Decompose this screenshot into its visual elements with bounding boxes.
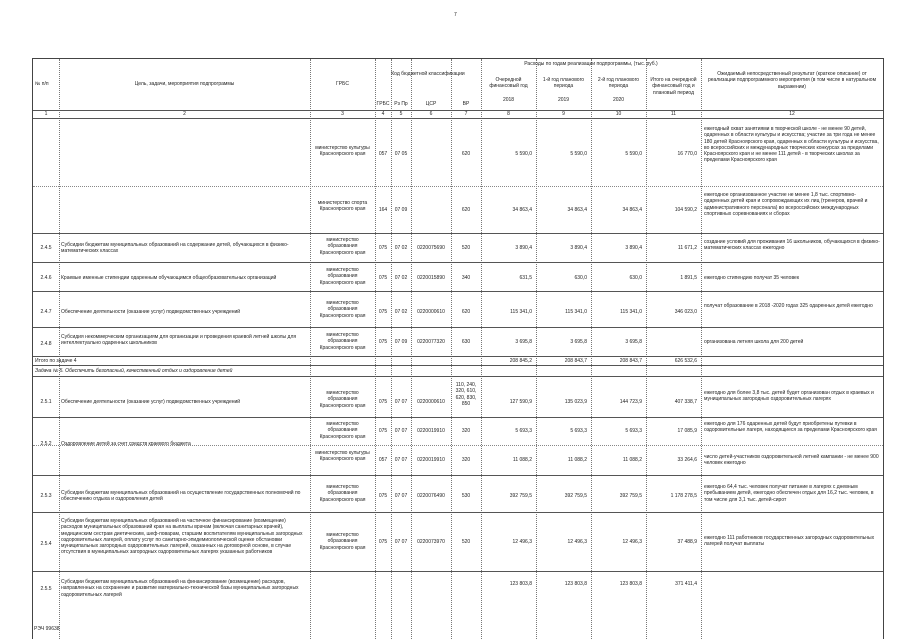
row-divider <box>33 186 883 187</box>
row-y2: 34 863,4 <box>567 207 587 213</box>
row-y1: 11 088,2 <box>512 457 532 463</box>
year1-value: 2018 <box>502 97 515 103</box>
row-grbs: министерство образования Красноярского края <box>319 237 366 256</box>
row-grbs: министерство культуры Красноярского края <box>315 145 370 158</box>
year3-header: 2-й год планового периода <box>597 77 640 90</box>
task-title: Задача № 5. Обеспечить безопасный, качественный отдых и оздоровление детей <box>35 368 233 374</box>
row-result: ежегодно для 176 одаренных детей будут приобретены путевки в оздоровительные лагеря, находящиеся за пределами Красноярского края <box>704 421 877 434</box>
kbk-csr-header: ЦСР <box>425 101 437 107</box>
row-grbs: министерство спорта Красноярского края <box>317 200 368 213</box>
row-y3: 5 590,0 <box>625 151 642 157</box>
row-rzpr: 07 07 <box>394 399 408 405</box>
row-name: Обеспечение деятельности (оказание услуг) подведомственных учреждений <box>61 309 241 315</box>
row-total: 16 770,0 <box>677 151 697 157</box>
row-csr: 0220075690 <box>417 245 445 251</box>
row-number: 2.5.2 <box>40 441 52 447</box>
row-y1: 12 496,3 <box>512 539 532 545</box>
row-csr: 0220073970 <box>417 539 445 545</box>
row-rzpr: 07 09 <box>394 339 408 345</box>
row-code: 075 <box>378 539 388 545</box>
row-y1: 631,5 <box>519 275 532 281</box>
row-y1: 127 590,9 <box>509 399 532 405</box>
row-rzpr: 07 02 <box>394 245 408 251</box>
row-y2: 3 890,4 <box>570 245 587 251</box>
row-grbs: министерство образования Красноярского края <box>319 484 366 503</box>
row-csr: 0220019910 <box>417 428 445 434</box>
row-code: 075 <box>378 399 388 405</box>
row-y2: 392 759,5 <box>564 493 587 499</box>
row-csr: 0220015890 <box>417 275 445 281</box>
row-vr: 520 <box>461 245 471 251</box>
row-divider <box>33 475 883 476</box>
row-number: 2.4.5 <box>40 245 52 251</box>
row-divider <box>33 291 883 292</box>
row-csr: 0220019910 <box>417 457 445 463</box>
row-rzpr: 07 07 <box>394 493 408 499</box>
kbk-grbs-header: ГРБС <box>376 101 390 107</box>
row-rzpr: 07 07 <box>394 539 408 545</box>
grid-line <box>411 59 412 639</box>
col-number: 10 <box>615 111 622 117</box>
row-grbs: министерство образования Красноярского края <box>319 300 366 319</box>
row-y2: 11 088,2 <box>567 457 587 463</box>
row-code: 075 <box>378 275 388 281</box>
grid-line <box>451 59 452 639</box>
row-name: Субсидии бюджетам муниципальных образований на финансирование (возмещение) расходов, направленных на сохранение и развитие материально-технической базы муниципальных загородных оздоровительных лагерей <box>61 579 299 598</box>
row-total: 17 085,9 <box>677 428 697 434</box>
row-code: 075 <box>378 339 388 345</box>
row-y1: 5 590,0 <box>515 151 532 157</box>
row-number: 2.5.3 <box>40 493 52 499</box>
col-number: 6 <box>429 111 433 117</box>
page-number: 7 <box>454 12 457 18</box>
row-grbs: министерство образования Красноярского края <box>319 332 366 351</box>
goal-header: Цель, задачи, мероприятия подпрограммы <box>134 81 235 87</box>
row-grbs: министерство образования Красноярского края <box>319 532 366 551</box>
row-grbs: министерство образования Красноярского края <box>319 421 366 440</box>
row-y2: 12 496,3 <box>567 539 587 545</box>
row-vr: 110, 240, 320, 610, 620, 830, 850 <box>455 382 477 407</box>
row-y2: 3 695,8 <box>570 339 587 345</box>
row-total: 104 590,2 <box>674 207 697 213</box>
row-result: создание условий для проживания 16 школьников, обучающихся в физико-математических классах ежегодно <box>704 239 880 252</box>
row-rzpr: 07 02 <box>394 275 408 281</box>
row-number: 2.4.7 <box>40 309 52 315</box>
grid-line <box>391 59 392 639</box>
row-code: 075 <box>378 309 388 315</box>
grid-line <box>481 59 482 639</box>
row-csr: 0220076490 <box>417 493 445 499</box>
col-number: 7 <box>464 111 468 117</box>
grid-line <box>310 59 311 639</box>
footer-code: РЭЧ 99638 <box>34 626 60 632</box>
year3-value: 2020 <box>612 97 625 103</box>
row-divider <box>33 365 883 366</box>
row-name: Субсидии бюджетам муниципальных образований на содержание детей, обучающихся в физико-математических классах <box>61 242 289 255</box>
col-number: 11 <box>670 111 677 117</box>
year2-header: 1-й год планового периода <box>542 77 585 90</box>
row-vr: 520 <box>461 539 471 545</box>
row-y3: 5 693,3 <box>625 428 642 434</box>
col-number: 1 <box>44 111 48 117</box>
row-y1: 34 863,4 <box>512 207 532 213</box>
row-result: организована летняя школа для 200 детей <box>704 339 804 345</box>
grbs-header: ГРБС <box>336 81 349 87</box>
row-divider <box>33 512 883 513</box>
row-total: 37 488,9 <box>677 539 697 545</box>
row-grbs: министерство образования Красноярского края <box>319 390 366 409</box>
row-total: 371 411,4 <box>675 581 697 587</box>
row-grbs: министерство образования Красноярского края <box>319 267 366 286</box>
row-vr: 320 <box>461 457 471 463</box>
row-name: Субсидия некоммерческим организациям для организации и проведения краевой летней школы для интеллектуально одаренных школьников <box>61 334 297 347</box>
row-name: Оздоровление детей за счет средств краевого бюджета <box>61 441 191 447</box>
row-rzpr: 07 07 <box>394 428 408 434</box>
row-vr: 620 <box>461 207 471 213</box>
row-total: 11 671,2 <box>677 245 697 251</box>
year2-value: 2019 <box>557 97 570 103</box>
col-number: 4 <box>381 111 385 117</box>
row-y2: 5 590,0 <box>570 151 587 157</box>
row-csr: 0220000610 <box>417 309 445 315</box>
row-vr: 320 <box>461 428 471 434</box>
row-total: 33 264,6 <box>677 457 697 463</box>
row-y2: 5 693,3 <box>570 428 587 434</box>
row-y3: 3 890,4 <box>625 245 642 251</box>
row-divider <box>33 417 883 418</box>
grid-line <box>591 59 592 639</box>
row-code: 057 <box>378 151 388 157</box>
row-total: 1 891,5 <box>680 275 697 281</box>
row-divider <box>33 356 883 357</box>
num-header: № п/п <box>35 81 49 87</box>
expenses-title: Расходы по годам реализации подпрограммы, (тыс. руб.) <box>524 61 658 67</box>
col-number: 2 <box>183 111 186 117</box>
row-y3: 115 341,0 <box>620 309 642 315</box>
row-y3: 12 496,3 <box>622 539 642 545</box>
grid-line <box>375 59 376 639</box>
col-number: 8 <box>507 111 510 117</box>
row-csr: 0220077320 <box>417 339 445 345</box>
result-header: Ожидаемый непосредственный результат (краткое описание) от реализации подпрограммного мероприятия (в том числе в натуральном выражении) <box>707 71 877 90</box>
row-y1: 5 693,3 <box>515 428 532 434</box>
row-rzpr: 07 05 <box>394 151 408 157</box>
row-y2: 135 023,9 <box>564 399 587 405</box>
row-name: Субсидии бюджетам муниципальных образований на частичное финансирование (возмещение) расходов муниципальных образований края на выплаты врачам (включая санитарных врачей), медицинским сестрам диетическим, шеф-поварам, старшим воспитателям муниципальных загородных оздоровительных лагерей, оплату услуг по санитарно-эпидемиологической оценке обстановки муниципальных загородных оздоровительных лагерей, оказанных на договорной основе, в случае отсутствия в муниципальных загородных оздоровительных лагерях указанных работников <box>61 518 303 556</box>
row-vr: 340 <box>461 275 471 281</box>
row-y3: 11 088,2 <box>622 457 642 463</box>
row-grbs: министерство культуры Красноярского края <box>315 450 370 463</box>
row-total: 407 338,7 <box>674 399 697 405</box>
row-code: 075 <box>378 245 388 251</box>
row-vr: 620 <box>461 309 471 315</box>
row-result: ежегодно 111 работников государственных загородных оздоровительных лагерей получат выплаты <box>704 535 875 548</box>
row-y2: 123 803,8 <box>564 581 587 587</box>
grid-line <box>536 59 537 639</box>
row-code: 164 <box>378 207 388 213</box>
row-y3: 34 863,4 <box>622 207 642 213</box>
row-total: 346 023,0 <box>674 309 697 315</box>
row-total: 1 178 278,5 <box>670 493 697 499</box>
row-result: число детей-участников оздоровительной летней кампании - не менее 900 человек ежегодно <box>704 454 879 467</box>
row-result: ежегодный охват занятиями в творческой школе - не менее 90 детей, одаренных в области культуры и искусства; участие за три года не менее 180 детей Красноярского края, одаренных в области культуры и искусства, во всероссийских и международных творческих конкурсах за пределами Красноярского края и не менее 111 детей - в творческих школах за пределами Красноярского края <box>704 126 879 164</box>
program-table <box>32 58 884 639</box>
row-divider <box>33 445 883 446</box>
col-number: 5 <box>399 111 403 117</box>
col-number: 3 <box>341 111 344 117</box>
row-number: 2.4.6 <box>40 275 52 281</box>
row-y1: 123 803,8 <box>509 581 532 587</box>
row-divider <box>33 327 883 328</box>
row-divider <box>33 233 883 234</box>
year1-header: Очередной финансовый год <box>489 77 528 90</box>
row-result: ежегодно 64,4 тыс. человек получат питание в лагерях с дневным пребыванием детей, ежегодно обеспечен отдых для 16,2 тыс. человек, в том числе для 3,1 тыс. детей-сирот <box>704 484 874 503</box>
row-divider <box>33 262 883 263</box>
row-y1: 392 759,5 <box>509 493 532 499</box>
subtotal-label: Итого по задаче 4 <box>35 358 77 364</box>
kbk-header: Код бюджетной классификации <box>391 71 465 77</box>
grid-line <box>701 59 702 639</box>
row-result: ежегодно стипендию получат 35 человек <box>704 275 800 281</box>
row-divider <box>33 571 883 572</box>
row-name: Краевые именные стипендии одаренным обучающимся общеобразовательных организаций <box>61 275 277 281</box>
grid-line <box>646 59 647 639</box>
kbk-vr-header: ВР <box>462 101 470 107</box>
row-csr: 0220000610 <box>417 399 445 405</box>
row-vr: 630 <box>461 339 471 345</box>
row-rzpr: 07 09 <box>394 207 408 213</box>
row-y3: 392 759,5 <box>619 493 642 499</box>
row-y3: 144 723,9 <box>619 399 642 405</box>
grid-line <box>59 59 60 639</box>
subtotal-y2: 208 843,7 <box>564 358 587 364</box>
row-number: 2.5.1 <box>40 399 52 405</box>
row-result: ежегодно для более 3,8 тыс. детей будет организован отдых в краевых и муниципальных загородных оздоровительных лагерях <box>704 390 874 403</box>
row-number: 2.5.5 <box>40 586 52 592</box>
row-y1: 3 695,8 <box>515 339 532 345</box>
row-divider <box>33 376 883 377</box>
subtotal-total: 626 532,6 <box>674 358 697 364</box>
col-number: 12 <box>789 111 795 117</box>
row-number: 2.4.8 <box>40 341 52 347</box>
row-code: 057 <box>378 457 388 463</box>
subtotal-y3: 208 843,7 <box>619 358 642 364</box>
row-code: 075 <box>378 428 388 434</box>
subtotal-y1: 208 845,2 <box>509 358 532 364</box>
row-name: Обеспечение деятельности (оказание услуг) подведомственных учреждений <box>61 399 241 405</box>
row-result: ежегодное организованное участие не менее 1,8 тыс. спортивно-одаренных детей края и сопровождающих их лиц (тренеров, врачей и административного персонала) во всероссийских международных спортивных соревнованиях и сборах <box>704 192 868 217</box>
row-vr: 530 <box>461 493 471 499</box>
row-y3: 630,0 <box>629 275 642 281</box>
row-y1: 3 890,4 <box>515 245 532 251</box>
row-y3: 3 695,8 <box>625 339 642 345</box>
row-vr: 620 <box>461 151 471 157</box>
row-number: 2.5.4 <box>40 541 52 547</box>
row-rzpr: 07 07 <box>394 457 408 463</box>
total-header: Итого на очередной финансовый год и плановый период <box>650 77 697 96</box>
row-result: получат образование в 2018 -2020 годах 325 одаренных детей ежегодно <box>704 303 873 309</box>
kbk-rzpr-header: Рз Пр <box>394 101 408 107</box>
row-name: Субсидии бюджетам муниципальных образований на осуществление государственных полномочий по обеспечению отдыха и оздоровления детей <box>61 490 301 503</box>
row-rzpr: 07 02 <box>394 309 408 315</box>
row-y2: 115 341,0 <box>565 309 587 315</box>
col-number: 9 <box>562 111 565 117</box>
row-y2: 630,0 <box>574 275 587 281</box>
row-divider <box>33 118 883 119</box>
row-code: 075 <box>378 493 388 499</box>
row-y1: 115 341,0 <box>510 309 532 315</box>
row-y3: 123 803,8 <box>619 581 642 587</box>
